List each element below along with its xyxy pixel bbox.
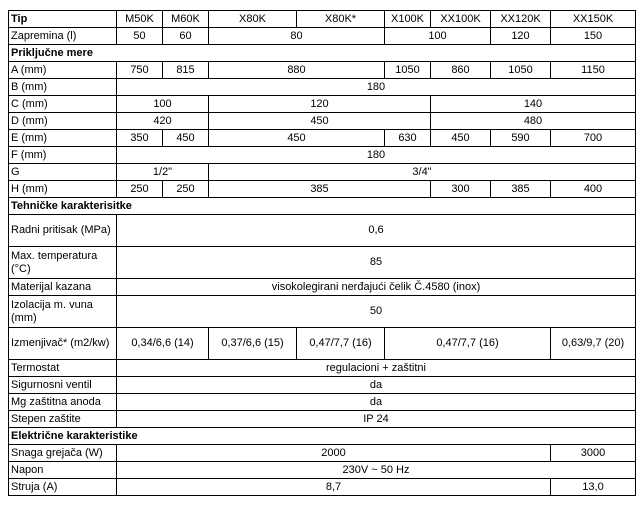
cell: 1050 bbox=[491, 62, 551, 79]
row-snaga bbox=[9, 445, 636, 462]
cell: 0,47/7,7 (16) bbox=[297, 328, 385, 360]
row-g bbox=[9, 164, 636, 181]
model-header: XX100K bbox=[431, 11, 491, 28]
model-header: XX150K bbox=[551, 11, 636, 28]
cell: 85 bbox=[117, 247, 636, 279]
model-header: M50K bbox=[117, 11, 163, 28]
section-prikljucne bbox=[9, 45, 636, 62]
row-label: F (mm) bbox=[9, 147, 117, 164]
cell: 350 bbox=[117, 130, 163, 147]
row-zapremina bbox=[9, 28, 636, 45]
cell: 480 bbox=[431, 113, 636, 130]
cell: 0,47/7,7 (16) bbox=[385, 328, 551, 360]
section-title: Tehničke karakterisitke bbox=[9, 198, 636, 215]
row-label: Struja (A) bbox=[9, 479, 117, 496]
cell: 13,0 bbox=[551, 479, 636, 496]
cell: 140 bbox=[431, 96, 636, 113]
cell: 300 bbox=[431, 181, 491, 198]
row-label: A (mm) bbox=[9, 62, 117, 79]
row-anoda bbox=[9, 394, 636, 411]
row-d bbox=[9, 113, 636, 130]
row-label: Snaga grejača (W) bbox=[9, 445, 117, 462]
cell: 120 bbox=[491, 28, 551, 45]
row-label: Materijal kazana bbox=[9, 279, 117, 296]
cell: visokolegirani nerđajući čelik Č.4580 (inox) bbox=[117, 279, 636, 296]
cell: 100 bbox=[117, 96, 209, 113]
cell: 385 bbox=[491, 181, 551, 198]
cell: 1050 bbox=[385, 62, 431, 79]
cell: 3000 bbox=[551, 445, 636, 462]
cell: 0,63/9,7 (20) bbox=[551, 328, 636, 360]
cell: 860 bbox=[431, 62, 491, 79]
row-a bbox=[9, 62, 636, 79]
cell: 880 bbox=[209, 62, 385, 79]
row-c bbox=[9, 96, 636, 113]
header-label: Tip bbox=[9, 11, 117, 28]
row-napon bbox=[9, 462, 636, 479]
cell: 815 bbox=[163, 62, 209, 79]
cell: 8,7 bbox=[117, 479, 551, 496]
cell: 180 bbox=[117, 79, 636, 96]
row-label: B (mm) bbox=[9, 79, 117, 96]
row-f bbox=[9, 147, 636, 164]
row-label: Termostat bbox=[9, 360, 117, 377]
row-zastita bbox=[9, 411, 636, 428]
section-title: Električne karakteristike bbox=[9, 428, 636, 445]
row-label: D (mm) bbox=[9, 113, 117, 130]
cell: 450 bbox=[163, 130, 209, 147]
row-e bbox=[9, 130, 636, 147]
cell: 50 bbox=[117, 28, 163, 45]
cell: IP 24 bbox=[117, 411, 636, 428]
cell: 630 bbox=[385, 130, 431, 147]
row-temperatura bbox=[9, 247, 636, 279]
section-tehnicke bbox=[9, 198, 636, 215]
cell: da bbox=[117, 377, 636, 394]
row-label: Radni pritisak (MPa) bbox=[9, 215, 117, 247]
cell: 80 bbox=[209, 28, 385, 45]
cell: 0,37/6,6 (15) bbox=[209, 328, 297, 360]
cell: 250 bbox=[117, 181, 163, 198]
spec-table bbox=[8, 10, 636, 496]
cell: 590 bbox=[491, 130, 551, 147]
row-label: Zapremina (l) bbox=[9, 28, 117, 45]
row-materijal bbox=[9, 279, 636, 296]
cell: 230V ~ 50 Hz bbox=[117, 462, 636, 479]
model-header: X80K* bbox=[297, 11, 385, 28]
cell: 750 bbox=[117, 62, 163, 79]
cell: 700 bbox=[551, 130, 636, 147]
cell: 2000 bbox=[117, 445, 551, 462]
cell: da bbox=[117, 394, 636, 411]
row-label: C (mm) bbox=[9, 96, 117, 113]
cell: 60 bbox=[163, 28, 209, 45]
row-pritisak bbox=[9, 215, 636, 247]
model-header: M60K bbox=[163, 11, 209, 28]
header-row bbox=[9, 11, 636, 28]
section-elektricne bbox=[9, 428, 636, 445]
row-izolacija bbox=[9, 296, 636, 328]
row-label: Izmenjivač* (m2/kw) bbox=[9, 328, 117, 360]
cell: 1/2" bbox=[117, 164, 209, 181]
cell: 400 bbox=[551, 181, 636, 198]
cell: 120 bbox=[209, 96, 431, 113]
row-izmenjivac bbox=[9, 328, 636, 360]
row-label: Izolacija m. vuna (mm) bbox=[9, 296, 117, 328]
cell: 385 bbox=[209, 181, 431, 198]
cell: 450 bbox=[209, 130, 385, 147]
model-header: XX120K bbox=[491, 11, 551, 28]
model-header: X100K bbox=[385, 11, 431, 28]
row-h bbox=[9, 181, 636, 198]
model-header: X80K bbox=[209, 11, 297, 28]
cell: 450 bbox=[209, 113, 431, 130]
cell: 250 bbox=[163, 181, 209, 198]
cell: 1150 bbox=[551, 62, 636, 79]
row-label: Mg zaštitna anoda bbox=[9, 394, 117, 411]
cell: 0,6 bbox=[117, 215, 636, 247]
cell: 180 bbox=[117, 147, 636, 164]
cell: 0,34/6,6 (14) bbox=[117, 328, 209, 360]
row-struja bbox=[9, 479, 636, 496]
cell: regulacioni + zaštitni bbox=[117, 360, 636, 377]
row-label: Stepen zaštite bbox=[9, 411, 117, 428]
row-ventil bbox=[9, 377, 636, 394]
section-title: Priključne mere bbox=[9, 45, 636, 62]
cell: 100 bbox=[385, 28, 491, 45]
row-termostat bbox=[9, 360, 636, 377]
cell: 420 bbox=[117, 113, 209, 130]
row-label: G bbox=[9, 164, 117, 181]
row-label: Sigurnosni ventil bbox=[9, 377, 117, 394]
cell: 450 bbox=[431, 130, 491, 147]
cell: 50 bbox=[117, 296, 636, 328]
row-b bbox=[9, 79, 636, 96]
row-label: Max. temperatura (°C) bbox=[9, 247, 117, 279]
row-label: H (mm) bbox=[9, 181, 117, 198]
row-label: E (mm) bbox=[9, 130, 117, 147]
row-label: Napon bbox=[9, 462, 117, 479]
cell: 150 bbox=[551, 28, 636, 45]
cell: 3/4" bbox=[209, 164, 636, 181]
